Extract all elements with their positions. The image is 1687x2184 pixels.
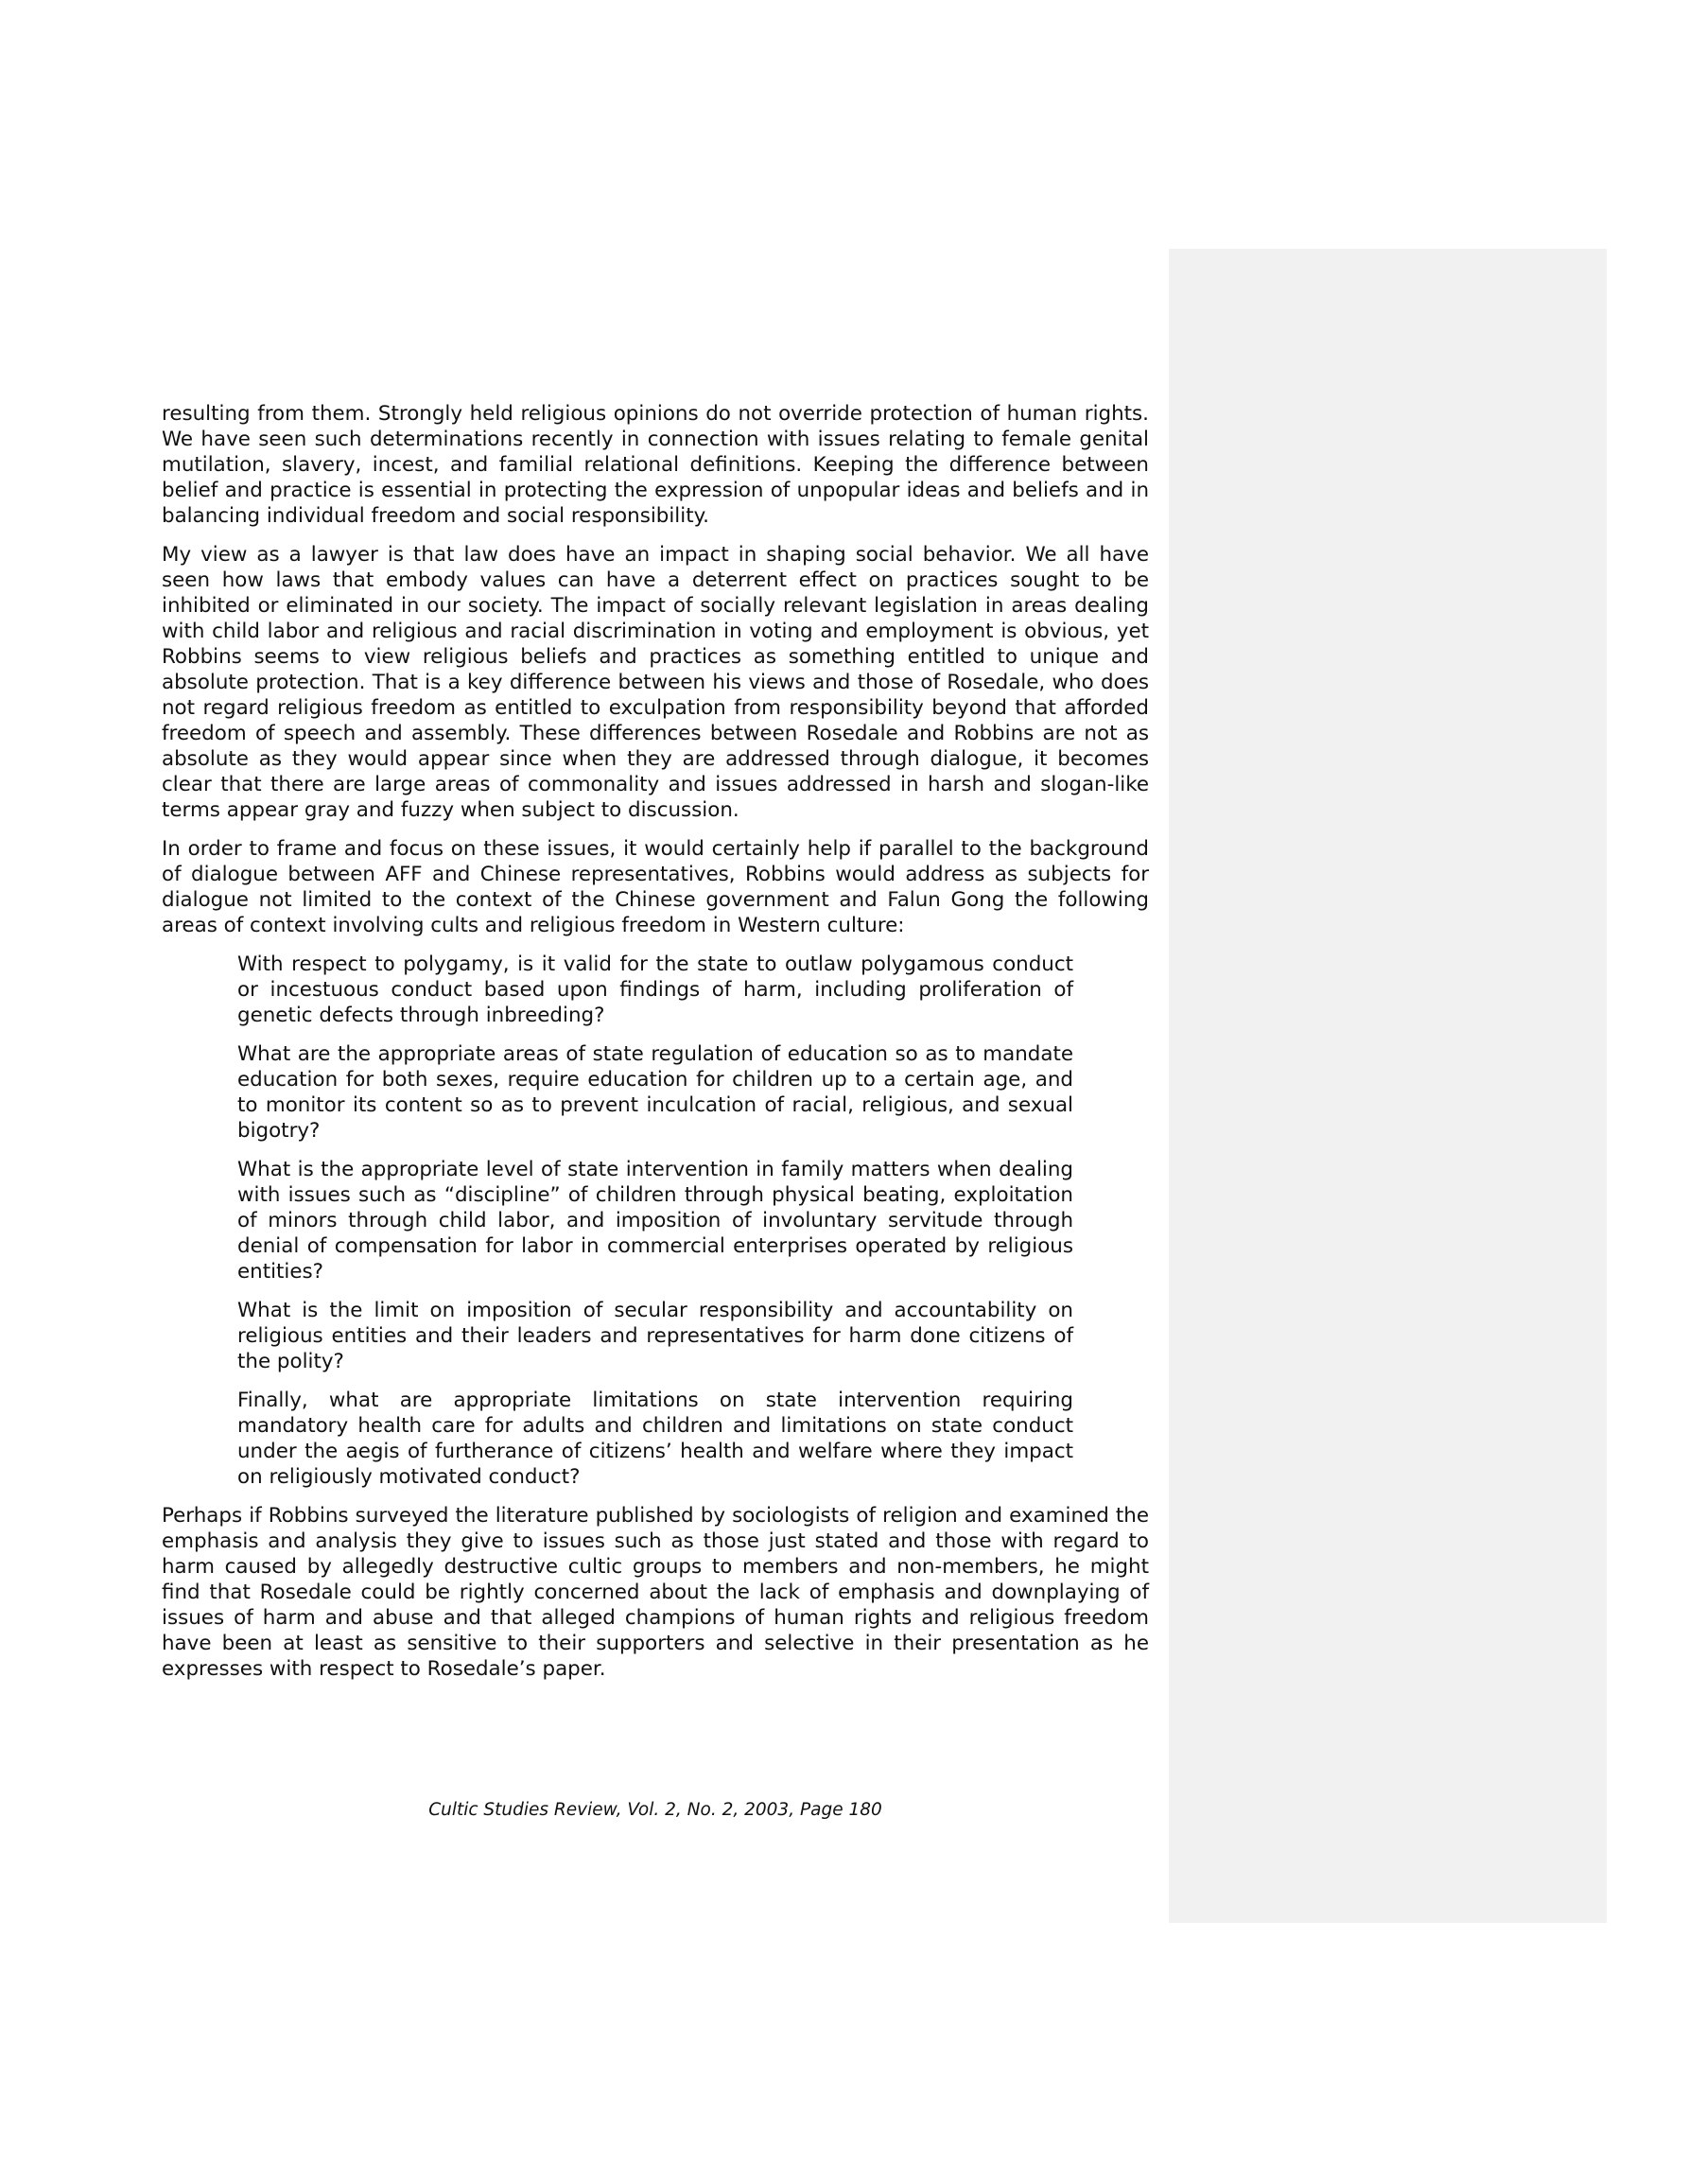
paragraph-1: resulting from them. Strongly held religious opinions do not override protection of human rights. We have seen such determinations recently in connection with issues relating to female genital mutilation, slavery, incest, and familial relational definitions. Keeping the difference between belief and practice is essential in protecting the expression of unpopular ideas and beliefs and in balancing individual freedom and social responsibility.: [162, 402, 1149, 528]
paragraph-4: Perhaps if Robbins surveyed the literature published by sociologists of religion and examined the emphasis and analysis they give to issues such as those just stated and those with regard to harm caused by allegedly destructive cultic groups to members and non-members, he might find that Rosedale could be rightly concerned about the lack of emphasis and downplaying of issues of harm and abuse and that alleged champions of human rights and religious freedom have been at least as sensitive to their supporters and selective in their presentation as he expresses with respect to Rosedale’s paper.: [162, 1504, 1149, 1681]
comment-pane: [1169, 249, 1607, 1923]
paragraph-2: My view as a lawyer is that law does have an impact in shaping social behavior. We all have seen how laws that embody values can have a deterrent effect on practices sought to be inhibited or eliminated in our society. The impact of socially relevant legislation in areas dealing with child labor and religious and racial discrimination in voting and employment is obvious, yet Robbins seems to view religious beliefs and practices as something entitled to unique and absolute protection. That is a key difference between his views and those of Rosedale, who does not regard religious freedom as entitled to exculpation from responsibility beyond that afforded freedom of speech and assembly. These differences between Rosedale and Robbins are not as absolute as they would appear since when they are addressed through dialogue, it becomes clear that there are large areas of commonality and issues addressed in harsh and slogan-like terms appear gray and fuzzy when subject to discussion.: [162, 543, 1149, 822]
question-item: Finally, what are appropriate limitations on state intervention requiring mandatory health care for adults and children and limitations on state conduct under the aegis of furtherance of citizens’ health and welfare where they impact on religiously motivated conduct?: [237, 1389, 1073, 1489]
question-item: With respect to polygamy, is it valid for the state to outlaw polygamous conduct or incestuous conduct based upon findings of harm, including proliferation of genetic defects through inbreeding?: [237, 952, 1073, 1027]
question-item: What is the limit on imposition of secular responsibility and accountability on religious entities and their leaders and representatives for harm done citizens of the polity?: [237, 1299, 1073, 1373]
page-footer-citation: Cultic Studies Review, Vol. 2, No. 2, 2003, Page 180: [428, 1800, 882, 1820]
question-item: What are the appropriate areas of state regulation of education so as to mandate education for both sexes, require education for children up to a certain age, and to monitor its content so as to prevent inculcation of racial, religious, and sexual bigotry?: [237, 1042, 1073, 1143]
question-item: What is the appropriate level of state intervention in family matters when dealing with issues such as “discipline” of children through physical beating, exploitation of minors through child labor, and imposition of involuntary servitude through denial of compensation for labor in commercial enterprises operated by religious entities?: [237, 1158, 1073, 1284]
document-body: [162, 401, 1149, 1695]
paragraph-3: In order to frame and focus on these issues, it would certainly help if parallel to the background of dialogue between AFF and Chinese representatives, Robbins would address as subjects for dialogue not limited to the context of the Chinese government and Falun Gong the following areas of context involving cults and religious freedom in Western culture:: [162, 837, 1149, 937]
question-list: [162, 952, 1149, 1490]
